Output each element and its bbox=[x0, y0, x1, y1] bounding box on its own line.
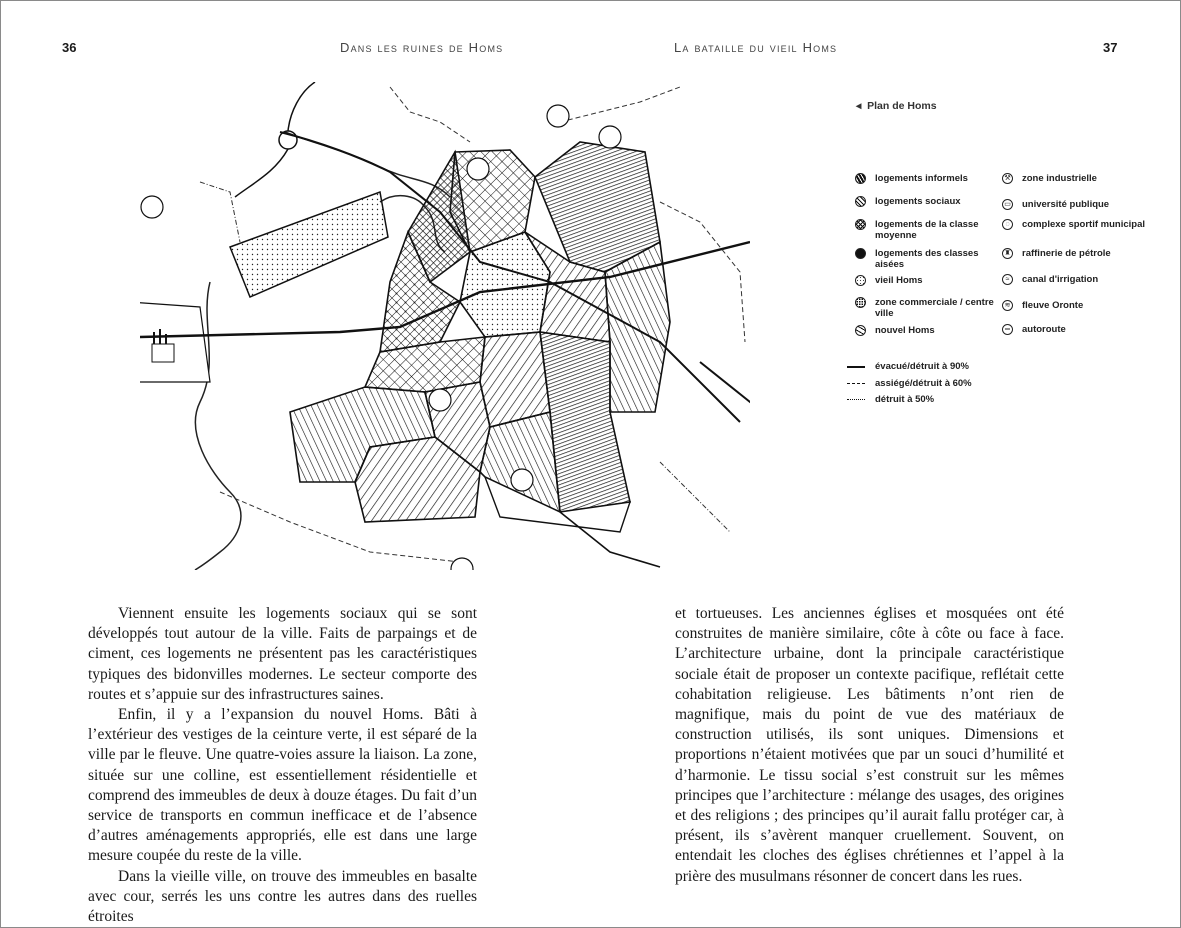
legend-item bbox=[855, 248, 1005, 274]
legend-label: fleuve Oronte bbox=[1022, 300, 1084, 311]
canal-icon: ≈ bbox=[1002, 274, 1013, 285]
legend-item bbox=[1002, 300, 1152, 326]
legend-item bbox=[855, 219, 1005, 245]
right-column-text bbox=[675, 604, 1064, 887]
body-paragraph: et tortueuses. Les anciennes églises et mosquées ont été construites de manière similaire, côte à côte ou face à face. L’architecture urbaine, dont la principale caractéristique sociale était de proposer un contexte pacifique, reflétait cette cohabitation religieuse. Les bâtiments n’ont rien de magnifique, mais du point de vue des matériaux de construction utilisés, ils sont uniques. Dimensions et proportions n’étaient motivées que par un souci d’humilité et d’harmonie. Le tissu social s’est construit sur les mêmes principes que l’architecture : mélange des usages, des origines et des religions ; des principes qu’il aurait fallu protéger car, à présent, ils s’avèrent manquer cruellement. Souvent, on entendait les cloches des églises chrétiennes et l’appel à la prière des musulmans résonner de concert dans les rues. bbox=[675, 605, 1064, 885]
body-paragraph: Enfin, il y a l’expansion du nouvel Homs. Bâti à l’extérieur des vestiges de la ceinture verte, il est séparé de la ville par le fleuve. Une quatre-voies assure la liaison. La zone, située sur une colline, est essentiellement résidentielle et comprend des immeubles de deux à douze étages. Du fait d’un service de transports en commun inefficace et de l’absence d’autres aménagements appropriés, elle est dans une large mesure coupée du reste de la ville. bbox=[88, 706, 477, 865]
homs-city-map bbox=[140, 82, 750, 570]
legend-label: logements informels bbox=[875, 173, 968, 184]
legend-label: nouvel Homs bbox=[875, 325, 935, 336]
legend-label: assiégé/détruit à 60% bbox=[875, 378, 972, 389]
left-running-title: Dans les ruines de Homs bbox=[340, 40, 504, 55]
body-paragraph: Viennent ensuite les logements sociaux qui se sont développés tout autour de la ville. Faits de parpaings et de ciment, ces logements ne présentent pas les caractéristiques typiques des bidonvilles modernes. Le secteur comporte des routes et s’appuie sur des infrastructures saines. bbox=[88, 605, 477, 703]
legend-item bbox=[847, 394, 997, 420]
legend-label: logements de la classe moyenne bbox=[875, 219, 979, 241]
mosaic-circle bbox=[855, 325, 866, 336]
legend-label: vieil Homs bbox=[875, 275, 923, 286]
legend-label: complexe sportif municipal bbox=[1022, 219, 1145, 230]
legend-label: canal d'irrigation bbox=[1022, 274, 1099, 285]
cross-hatch-circle bbox=[855, 219, 866, 230]
legend-label: université publique bbox=[1022, 199, 1110, 210]
dot-pattern-circle bbox=[855, 297, 866, 308]
legend-item bbox=[1002, 324, 1152, 350]
legend-label: zone commerciale / centre ville bbox=[875, 297, 994, 319]
left-page-number: 36 bbox=[62, 40, 77, 55]
legend-item bbox=[855, 297, 1005, 323]
legend-item bbox=[1002, 248, 1152, 274]
river-icon: ≋ bbox=[1002, 300, 1013, 311]
map-caption: ◂ Plan de Homs bbox=[856, 100, 937, 112]
university-icon: ▭ bbox=[1002, 199, 1013, 210]
legend-item bbox=[1002, 173, 1152, 199]
legend-label: autoroute bbox=[1022, 324, 1066, 335]
dashed-line-symbol bbox=[847, 383, 865, 384]
body-paragraph: Dans la vieille ville, on trouve des immeubles en basalte avec cour, serrés les uns contre les autres dans des ruelles étroites bbox=[88, 867, 477, 926]
legend-item bbox=[855, 325, 1005, 351]
dotted-circle bbox=[855, 275, 866, 286]
diagonal-hatch-circle bbox=[855, 196, 866, 207]
refinery-icon: ♜ bbox=[1002, 248, 1013, 259]
legend-label: évacué/détruit à 90% bbox=[875, 361, 969, 372]
dash-dot-line-symbol bbox=[847, 399, 865, 400]
legend-item bbox=[1002, 219, 1152, 245]
legend-label: logements sociaux bbox=[875, 196, 961, 207]
dark-hatch-circle bbox=[855, 173, 866, 184]
solid-line-symbol bbox=[847, 366, 865, 368]
right-page-number: 37 bbox=[1103, 40, 1118, 55]
legend-label: détruit à 50% bbox=[875, 394, 935, 405]
legend-label: logements des classes aisées bbox=[875, 248, 979, 270]
industry-icon: ⚒ bbox=[1002, 173, 1013, 184]
legend-label: raffinerie de pétrole bbox=[1022, 248, 1111, 259]
left-column-text bbox=[88, 604, 477, 927]
right-running-title: La bataille du vieil Homs bbox=[674, 40, 838, 55]
highway-icon: ═ bbox=[1002, 324, 1013, 335]
sports-complex-icon: ◌ bbox=[1002, 219, 1013, 230]
legend-label: zone industrielle bbox=[1022, 173, 1097, 184]
dark-crosshatch-circle bbox=[855, 248, 866, 259]
legend-item bbox=[1002, 274, 1152, 300]
